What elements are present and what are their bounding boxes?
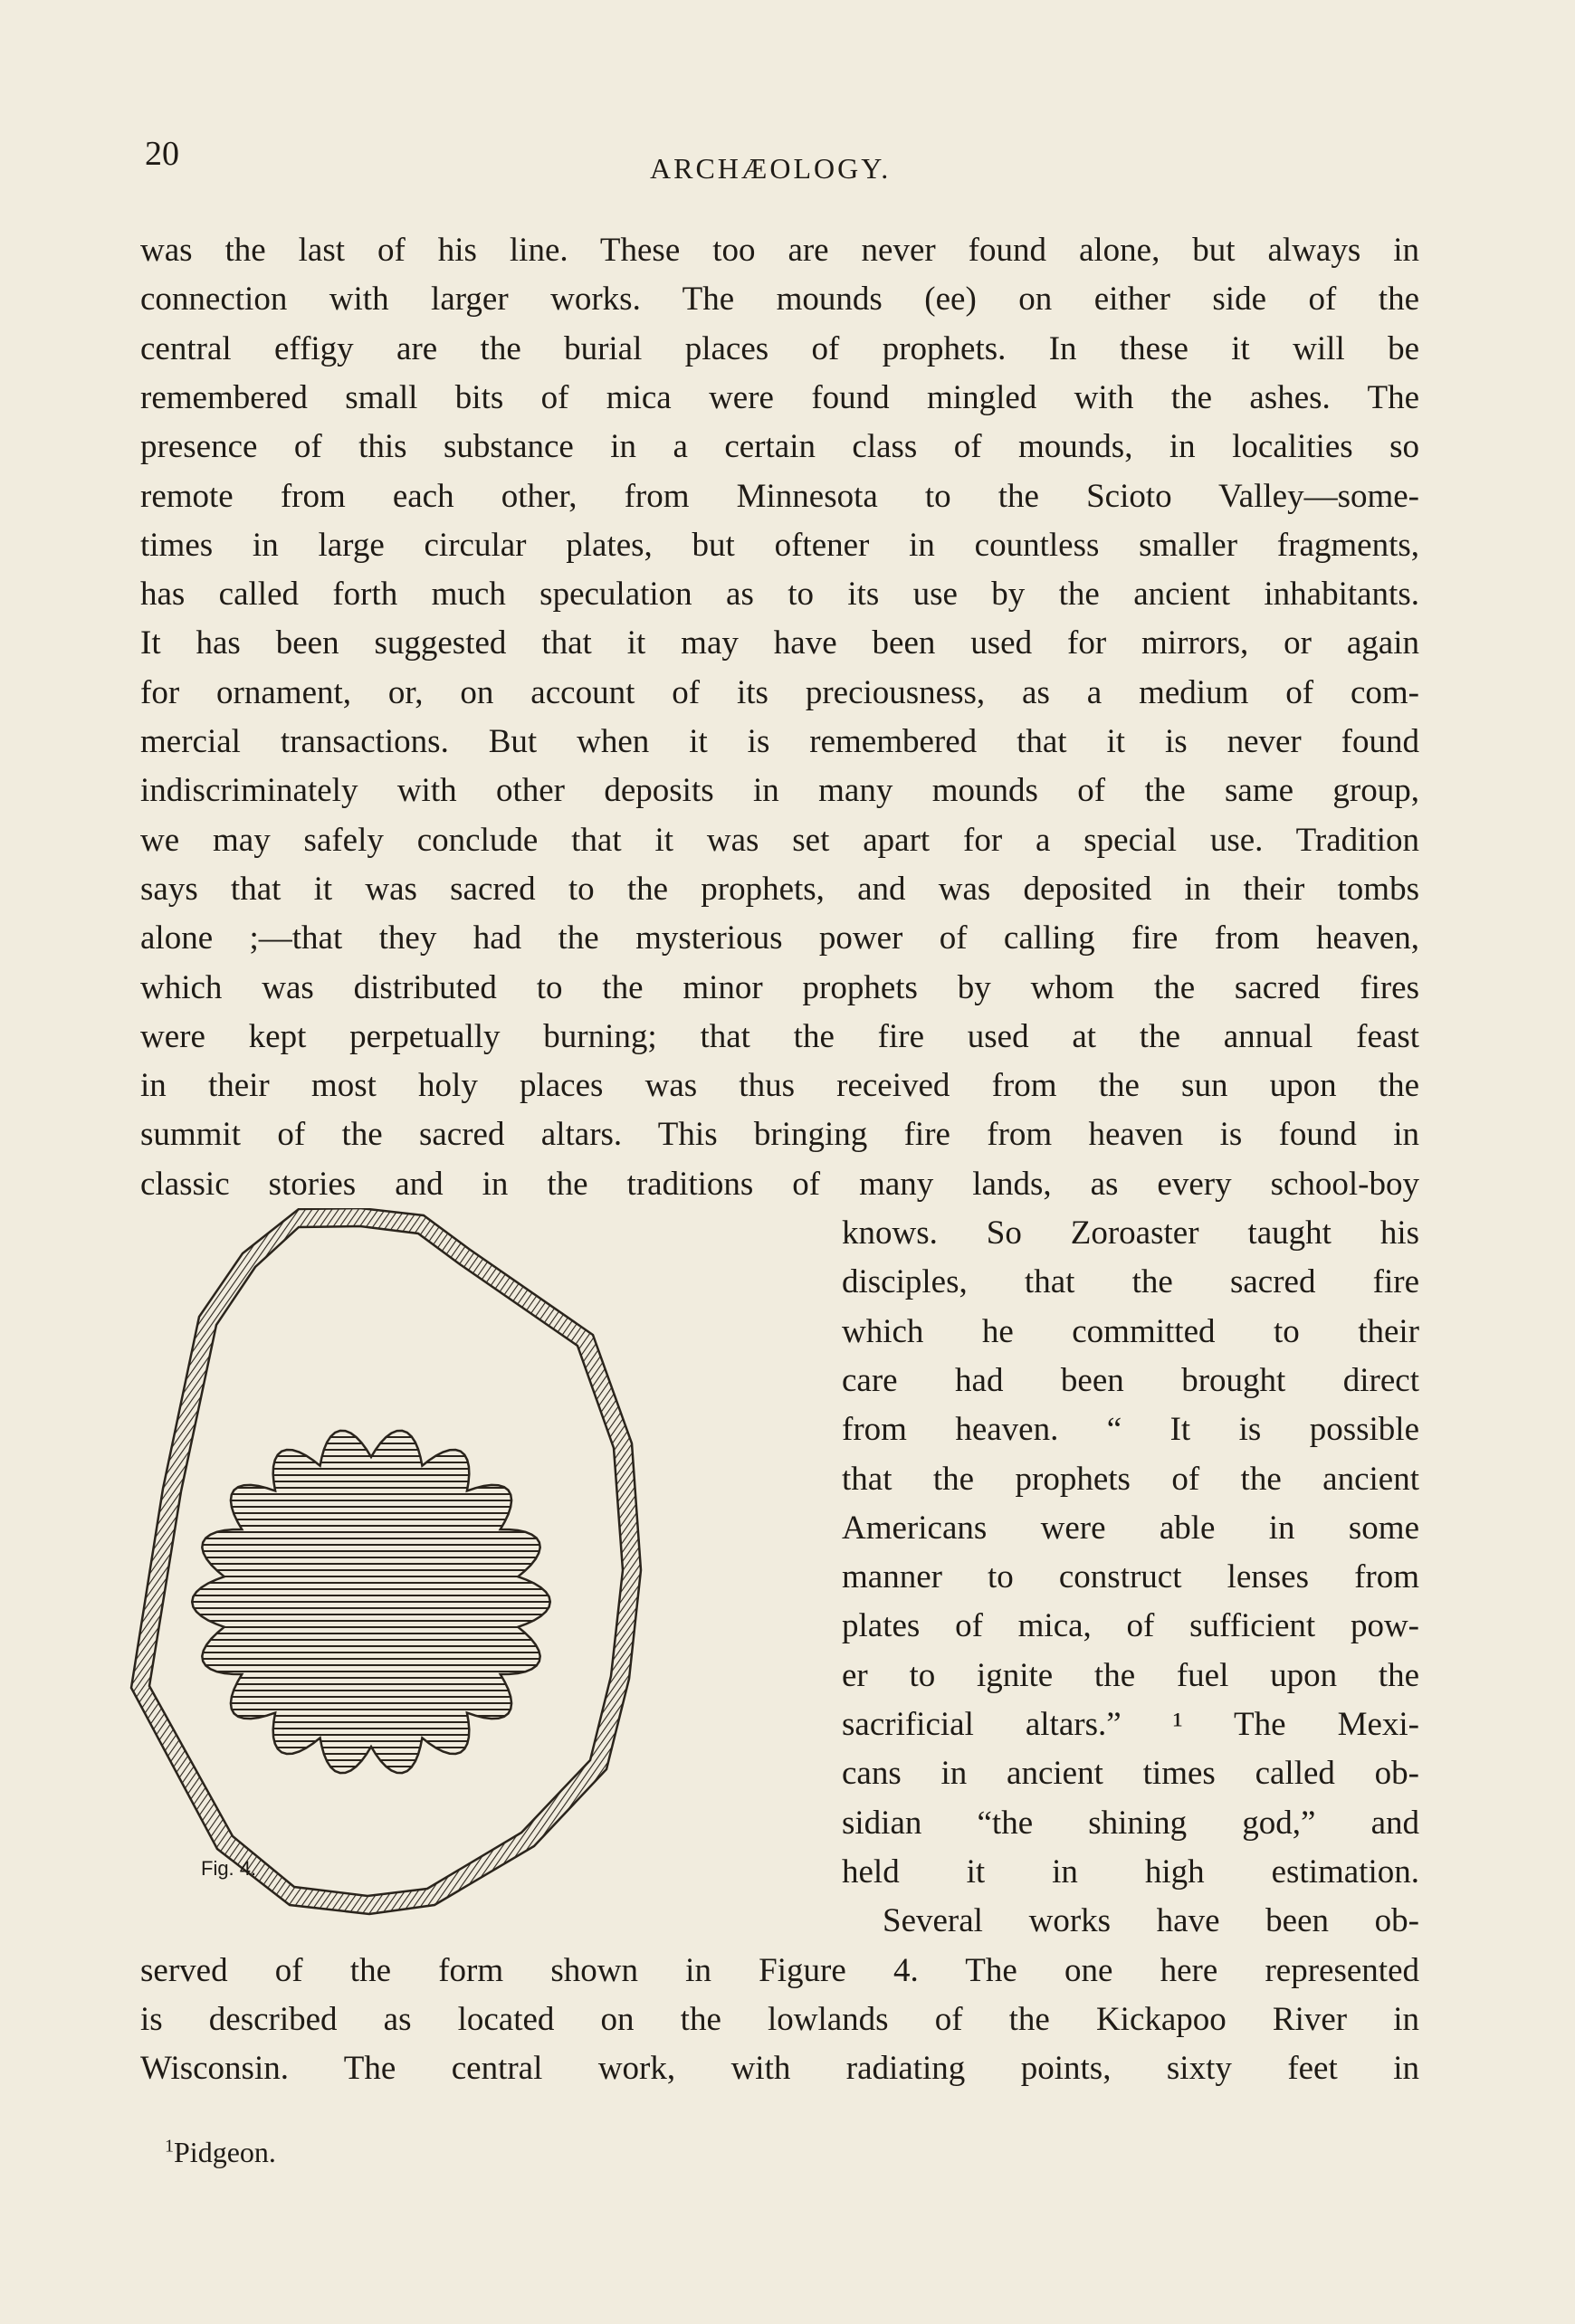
text-line: presence of this substance in a certain class of mounds, in localities so (140, 428, 1419, 466)
text-line: were kept perpetually burning; that the fire used at the annual feast (140, 1017, 1419, 1055)
figure-label: Fig. 4. (201, 1857, 257, 1880)
text-line: summit of the sacred altars. This bringing fire from heaven is found in (140, 1116, 1419, 1154)
text-line: connection with larger works. The mounds (ee) on either side of the (140, 281, 1419, 319)
wrapped-text-line: er to ignite the fuel upon the (842, 1656, 1419, 1694)
wrapped-text-line: knows. So Zoroaster taught his (842, 1214, 1419, 1252)
wrapped-text-line: cans in ancient times called ob- (842, 1755, 1419, 1793)
text-line: has called forth much speculation as to its use by the ancient inhabitants. (140, 576, 1419, 614)
figure-4-earthwork-diagram (127, 1208, 828, 1932)
text-line: It has been suggested that it may have been used for mirrors, or again (140, 624, 1419, 662)
text-line: remembered small bits of mica were found mingled with the ashes. The (140, 378, 1419, 416)
text-line: was the last of his line. These too are never found alone, but always in (140, 232, 1419, 269)
wrapped-text-line: care had been brought direct (842, 1361, 1419, 1399)
footnote (165, 2136, 276, 2169)
wrapped-text-line: sacrificial altars.” ¹ The Mexi- (842, 1706, 1419, 1743)
text-line: alone ;—that they had the mysterious power of calling fire from heaven, (140, 919, 1419, 957)
wrapped-text-line: disciples, that the sacred fire (842, 1263, 1419, 1301)
text-line: central effigy are the burial places of prophets. In these it will be (140, 329, 1419, 367)
wrapped-text-line: that the prophets of the ancient (842, 1460, 1419, 1498)
wrapped-text-line: held it in high estimation. (842, 1853, 1419, 1891)
wrapped-text-line: from heaven. “ It is possible (842, 1411, 1419, 1449)
text-line: mercial transactions. But when it is remembered that it is never found (140, 723, 1419, 760)
text-line: in their most holy places was thus received from the sun upon the (140, 1067, 1419, 1105)
wrapped-text-line: sidian “the shining god,” and (842, 1804, 1419, 1842)
page-number: 20 (145, 135, 179, 173)
text-line: Wisconsin. The central work, with radiating points, sixty feet in (140, 2050, 1419, 2088)
text-line: times in large circular plates, but oftener in countless smaller fragments, (140, 526, 1419, 564)
text-line: remote from each other, from Minnesota to the Scioto Valley—some- (140, 477, 1419, 515)
wrapped-text-line: Americans were able in some (842, 1509, 1419, 1547)
footnote-marker: 1 (165, 2136, 174, 2157)
footnote-text: Pidgeon. (174, 2136, 276, 2168)
text-line: indiscriminately with other deposits in many mounds of the same group, (140, 772, 1419, 810)
wrapped-text-line: plates of mica, of sufficient pow- (842, 1607, 1419, 1645)
running-title: ARCHÆOLOGY. (650, 152, 892, 185)
text-line: we may safely conclude that it was set apart for a special use. Tradition (140, 821, 1419, 859)
text-line: served of the form shown in Figure 4. The one here represented (140, 1951, 1419, 1989)
text-line: says that it was sacred to the prophets, and was deposited in their tombs (140, 870, 1419, 908)
wrapped-text-line: manner to construct lenses from (842, 1558, 1419, 1596)
wrapped-text-line: which he committed to their (842, 1312, 1419, 1350)
central-sun-work (192, 1431, 550, 1773)
text-line: is described as located on the lowlands of the Kickapoo River in (140, 2000, 1419, 2038)
indented-text-line: Several works have been ob- (883, 1902, 1419, 1940)
text-line: for ornament, or, on account of its preciousness, as a medium of com- (140, 673, 1419, 711)
text-line: classic stories and in the traditions of many lands, as every school-boy (140, 1165, 1419, 1203)
text-line: which was distributed to the minor prophets by whom the sacred fires (140, 968, 1419, 1006)
sun-work-outline (192, 1431, 550, 1773)
